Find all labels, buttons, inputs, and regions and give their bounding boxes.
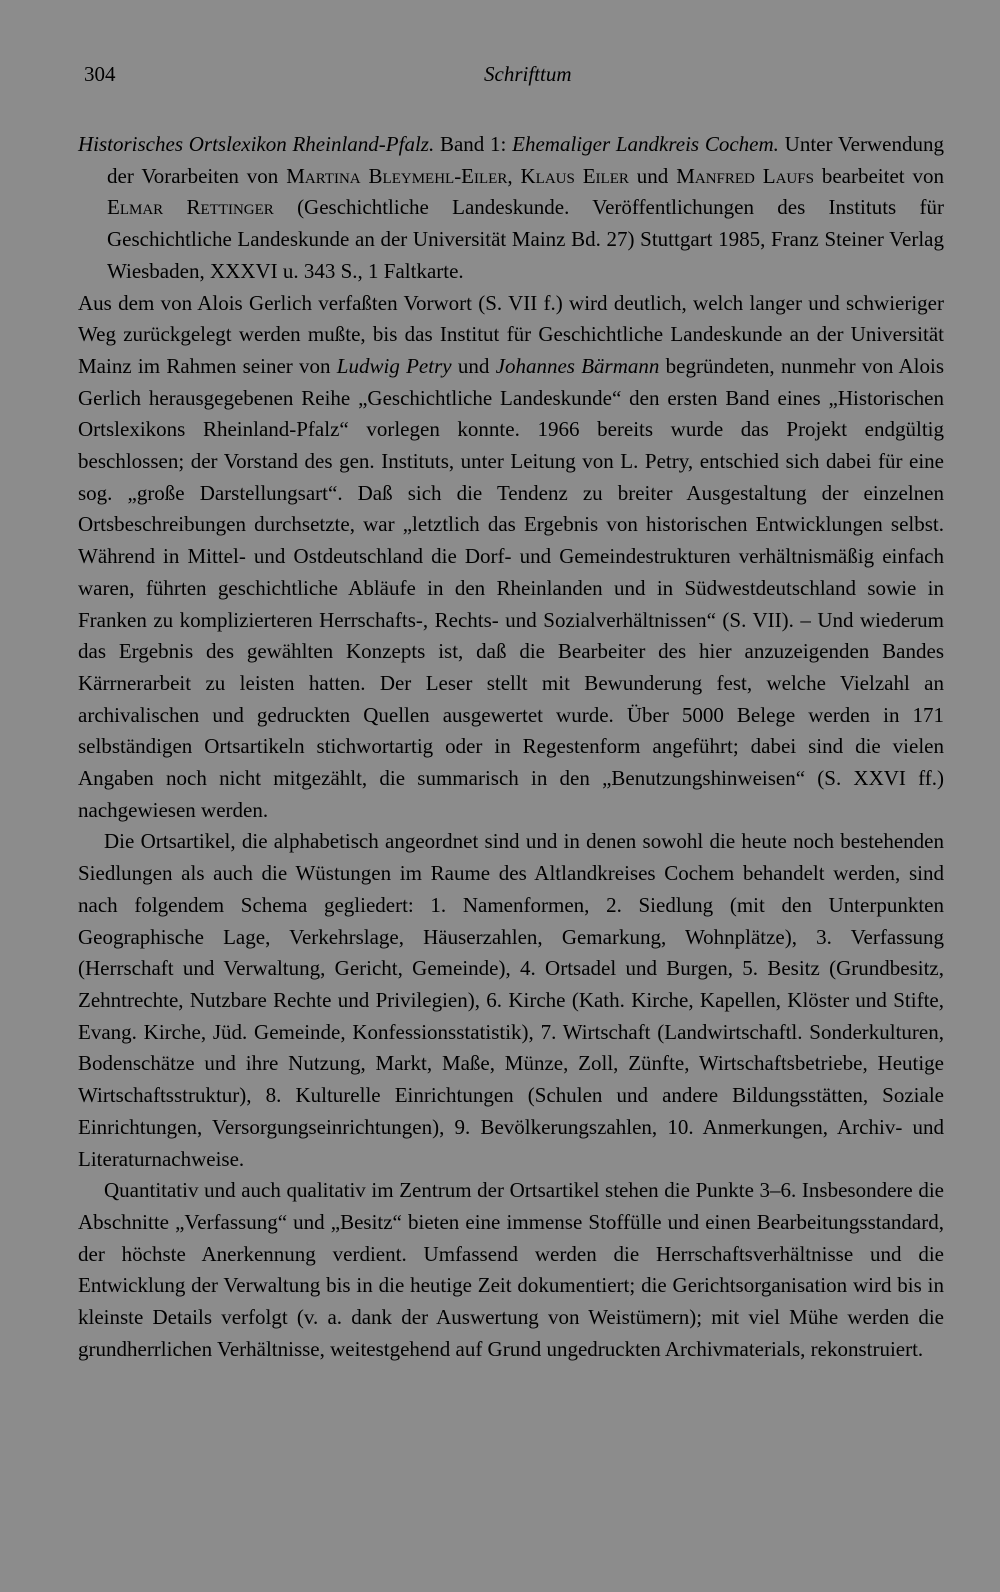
page-number: 304 (84, 62, 116, 86)
paragraph-3: Quantitativ und auch qualitativ im Zentrum der Ortsartikel stehen die Punkte 3–6. Insbesondere die Abschnitte „Verfassung“ und „Besitz“ bieten eine immense Stoffülle und einen Bearbeitungsstandard, der höchste Anerkennung verdient. Umfassend werden die Herrschaftsverhältnisse und die Entwicklung der Verwaltung bis in die heutige Zeit dokumentiert; die Gerichtsorganisation wird bis in kleinste Details verfolgt (v. a. dank der Auswertung von Weistümern); mit viel Mühe werden die grundherrlichen Verhältnisse, weitestgehend auf Grund ungedruckten Archivmaterials, rekonstruiert. (78, 1178, 944, 1361)
paragraph-text: begründeten, nunmehr von Alois Gerlich herausgegebenen Reihe „Geschichtliche Landeskunde“ den ersten Band eines „Historischen Ortslexikons Rheinland-Pfalz“ vorlegen konnte. 1966 bereits wurde das Projekt endgültig beschlossen; der Vorstand des gen. Instituts, unter Leitung von L. Petry, entschied sich dabei für eine sog. „große Darstellungsart“. Daß sich die Tendenz zu breiter Ausgestaltung der einzelnen Ortsbeschreibungen durchsetzte, war „letztlich das Ergebnis von historischen Entwicklungen selbst. Während in Mittel- und Ostdeutschland die Dorf- und Gemeindestrukturen verhältnismäßig einfach waren, führten geschichtliche Abläufe in den Rheinlanden und in Südwestdeutschland sowie in Franken zu komplizierteren Herrschafts-, Rechts- und Sozialverhältnissen“ (S. VII). – Und wiederum das Ergebnis des gewählten Konzepts ist, daß die Bearbeiter des hier anzuzeigenden Bandes Kärrnerarbeit zu leisten hatten. Der Leser stellt mit Bewunderung fest, welche Vielzahl an archivalischen und gedruckten Quellen ausgewertet wurde. Über 5000 Belege werden in 171 selbständigen Ortsartikeln stichwortartig oder in Regestenform angeführt; dabei sind die vielen Angaben noch nicht mitgezählt, die summarisch in den „Benutzungshinweisen“ (S. XXVI ff.) nachgewiesen werden. (78, 353, 944, 822)
bibliographic-entry (78, 129, 944, 288)
author-name: Martina Bleymehl-Eiler (286, 163, 508, 188)
book-title: Historisches Ortslexikon Rheinland-Pfalz. (78, 132, 435, 156)
paragraph-text: und (451, 353, 496, 378)
book-subtitle: Ehemaliger Landkreis Cochem. (512, 132, 779, 156)
entry-text-4: bearbeitet von (813, 163, 945, 188)
entry-text-3: und (628, 163, 677, 188)
author-name: Manfred Laufs (676, 163, 814, 188)
paragraph-1 (78, 288, 944, 827)
page-header (84, 62, 940, 92)
editor-name: Elmar Rettinger (107, 195, 274, 220)
paragraph-text: Aus dem von Alois Gerlich verfaßten Vorwort (S. VII f.) wird deutlich, welch langer und schwieriger Weg zurückgelegt werden mußte, bis das Institut für Geschichtliche Landeskunde an der Universität Mainz im Rahmen seiner von (78, 290, 944, 378)
author-name: Klaus Eiler (520, 163, 629, 188)
entry-text-2: , (507, 163, 521, 188)
entry-text-1: Unter Verwendung der Vorarbeiten von (107, 132, 944, 188)
paragraph-2: Die Ortsartikel, die alphabetisch angeordnet sind und in denen sowohl die heute noch bestehenden Siedlungen als auch die Wüstungen im Raume des Altlandkreises Cochem behandelt werden, sind nach folgendem Schema gegliedert: 1. Namenformen, 2. Siedlung (mit den Unterpunkten Geographische Lage, Verkehrslage, Häuserzahlen, Gemarkung, Wohnplätze), 3. Verfassung (Herrschaft und Verwaltung, Gericht, Gemeinde), 4. Ortsadel und Burgen, 5. Besitz (Grundbesitz, Zehntrechte, Nutzbare Rechte und Privilegien), 6. Kirche (Kath. Kirche, Kapellen, Klöster und Stifte, Evang. Kirche, Jüd. Gemeinde, Konfessionsstatistik), 7. Wirtschaft (Landwirtschaftl. Sonderkulturen, Bodenschätze und ihre Nutzung, Markt, Maße, Münze, Zoll, Zünfte, Wirtschaftsbetriebe, Heutige Wirtschaftsstruktur), 8. Kulturelle Einrichtungen (Schulen und andere Bildungsstätten, Soziale Einrichtungen, Versorgungseinrichtungen), 9. Bevölkerungszahlen, 10. Anmerkungen, Archiv- und Literaturnachweise. (78, 829, 944, 1171)
band-text: Band 1: (434, 132, 513, 156)
entry-text-5: (Geschichtliche Landeskunde. Veröffentlichungen des Instituts für Geschichtliche Landeskunde an der Universität Mainz Bd. 27) Stuttgart 1985, Franz Steiner Verlag Wiesbaden, XXXVI u. 343 S., 1 Faltkarte. (107, 195, 944, 283)
person-name: Ludwig Petry (336, 353, 452, 378)
running-title: Schrifttum (484, 62, 572, 86)
person-name: Johannes Bärmann (495, 353, 660, 378)
article-body (78, 129, 944, 1365)
